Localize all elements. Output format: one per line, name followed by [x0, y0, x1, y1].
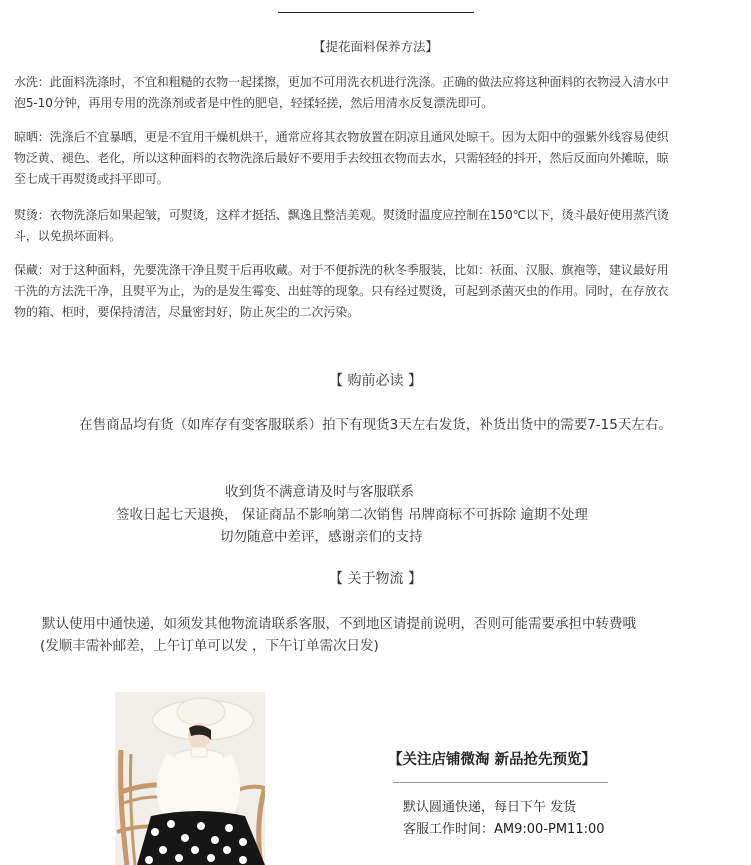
- review-notice: 切勿随意中差评，感谢亲们的支持: [220, 529, 423, 545]
- follow-store-title: 【关注店铺微淘 新品抢先预览】: [388, 752, 597, 768]
- purchase-section-title: 【 购前必读 】: [329, 373, 422, 389]
- promo-divider: [393, 782, 608, 783]
- care-wash-line: 水洗：此面料洗涤时，不宜和粗糙的衣物一起揉擦，更加不可用洗衣机进行洗涤。正确的做法应将这种面料的衣物浸入清水中: [14, 75, 669, 89]
- care-section-title: 【提花面料保养方法】: [312, 39, 438, 54]
- return-policy: 签收日起七天退换， 保证商品不影响第二次销售 吊牌商标不可拆除 逾期不处理: [116, 507, 588, 523]
- care-dry-paragraph: [14, 127, 734, 190]
- care-dry-line: 晾晒：洗涤后不宜暴晒，更是不宜用干燥机烘干，通常应将其衣物放置在阴凉且通风处晾干。因为太阳中的强紫外线容易使织: [14, 130, 669, 144]
- care-wash-paragraph: [14, 72, 734, 114]
- care-store-line: 干洗的方法洗干净，且熨平为止，为的是发生霉变、出蛀等的现象。只有经过熨烫，可起到杀菌灭虫的作用。同时，在存放衣: [14, 284, 669, 298]
- top-divider: [278, 12, 474, 13]
- care-dry-line: 至七成干再熨烫或抖平即可。: [14, 172, 169, 186]
- care-dry-line: 物泛黄、褪色、老化，所以这种面料的衣物洗涤后最好不要用手去绞扭衣物而去水，只需轻轻的抖开，然后反面向外摊晾，晾: [14, 151, 669, 165]
- stock-notice: 在售商品均有货（如库存有变客服联系）拍下有现货3天左右发货，补货出货中的需要7-15天左右。: [79, 417, 672, 433]
- logistics-sf-note: (发顺丰需补邮差，上午订单可以发 ，下午订单需次日发): [40, 638, 379, 654]
- contact-notice: 收到货不满意请及时与客服联系: [225, 484, 414, 500]
- service-hours: 客服工作时间：AM9:00-PM11:00: [403, 822, 605, 837]
- care-store-line: 物的箱、柜时，要保持清洁，尽量密封好，防止灰尘的二次污染。: [14, 305, 360, 319]
- shipping-info: 默认圆通快递，每日下午 发货: [403, 800, 577, 815]
- logistics-default: 默认使用中通快递，如须发其他物流请联系客服，不到地区请提前说明，否则可能需要承担中转费哦: [42, 616, 636, 632]
- logistics-section-title: 【 关于物流 】: [329, 571, 422, 587]
- care-store-line: 保藏：对于这种面料，先要洗涤干净且熨干后再收藏。对于不便拆洗的秋冬季服装，比如：袄面、汉服、旗袍等，建议最好用: [14, 263, 669, 277]
- care-iron-line: 熨烫：衣物洗涤后如果起皱，可熨烫，这样才挺括、飘逸且整洁美观。熨烫时温度应控制在150℃以下，烫斗最好使用蒸汽烫: [14, 208, 669, 222]
- care-wash-line: 泡5-10分钟，再用专用的洗涤剂或者是中性的肥皂，轻揉轻搓，然后用清水反复漂洗即可。: [14, 96, 494, 110]
- care-store-paragraph: [14, 260, 734, 323]
- care-iron-line: 斗，以免损坏面料。: [14, 229, 122, 243]
- care-iron-paragraph: [14, 205, 734, 247]
- model-photo: [115, 692, 265, 865]
